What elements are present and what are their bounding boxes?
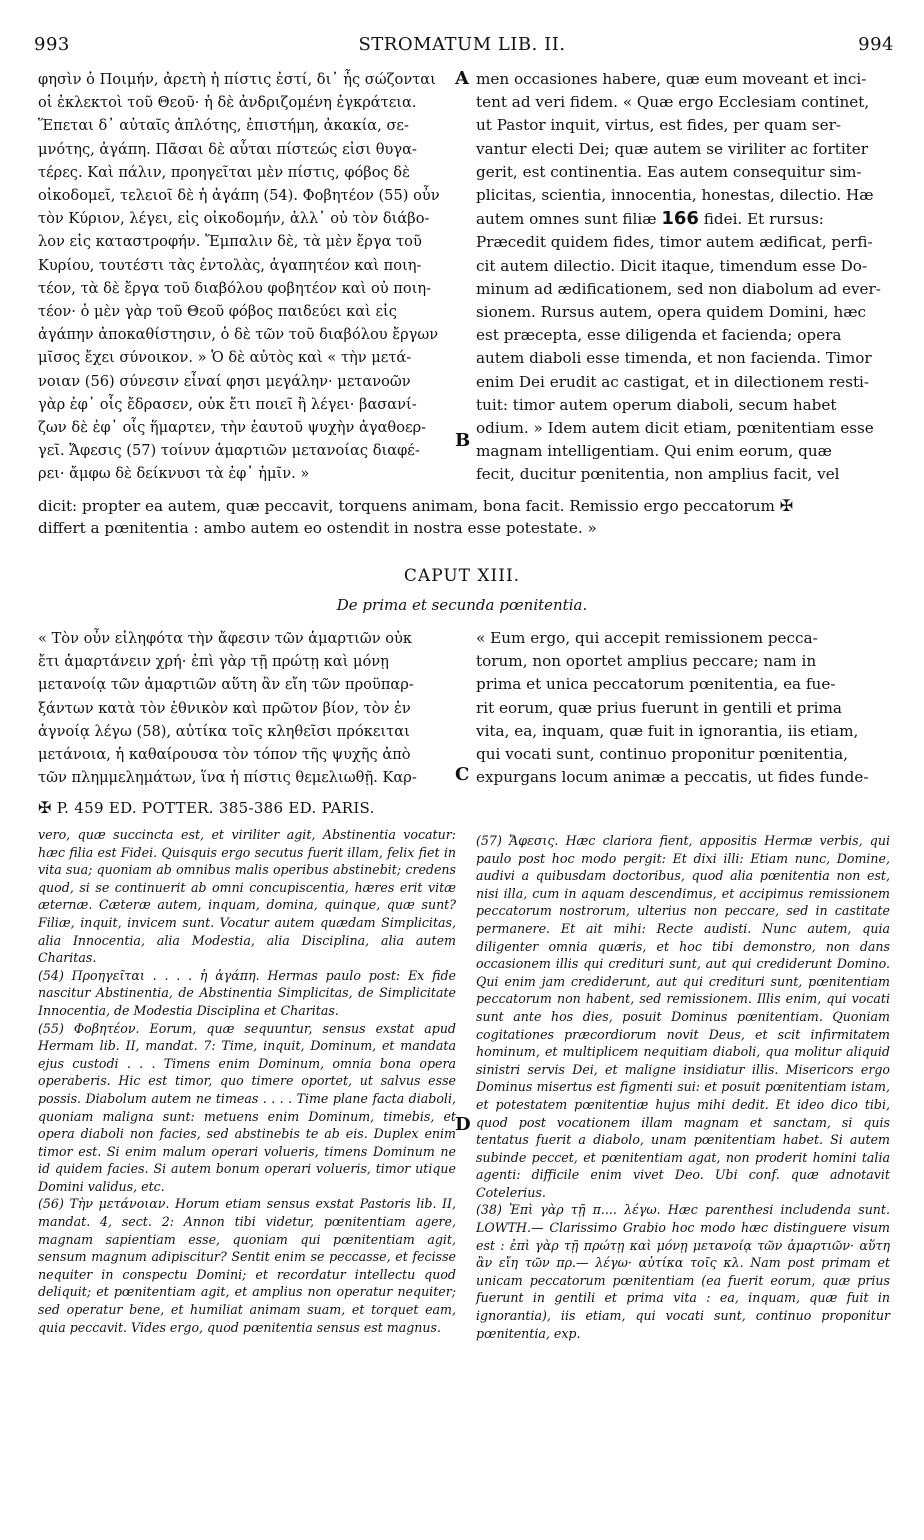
latin-line: torum, non oportet amplius peccare; nam in — [476, 652, 817, 671]
cross-icon: ✠ — [38, 798, 52, 817]
cross-icon: ✠ — [779, 496, 794, 515]
footnote: (54) Προηγεῖται . . . . ἡ ἀγάπη. Hermas paulo post: Ex fide nascitur Abstinentia, de Abstinentia Simplicitas, de Simplicitate Innocentia, de Modestia Disciplina et Charitas. — [38, 967, 456, 1018]
greek-line: τέρες. Καὶ πάλιν, προηγεῖται μὲν πίστις, φόβος δὲ — [38, 163, 410, 181]
latin-line: est præcepta, esse diligenda et facienda; opera — [476, 326, 842, 345]
latin-line-166-text: autem omnes sunt filiæ — [476, 210, 662, 229]
latin-line: Præcedit quidem fides, timor autem ædificat, perfi- — [476, 233, 873, 252]
latin-line: odium. » Idem autem dicit etiam, pœnitentiam esse — [476, 419, 874, 438]
page-number-left: 993 — [34, 34, 70, 55]
latin-full-line-2: differt a pœnitentia : ambo autem eo ostendit in nostra esse potestate. » — [38, 519, 597, 537]
greek-line: μνότης, ἀγάπη. Πᾶσαι δὲ αὗται πίστεώς εἰσι θυγα- — [38, 140, 417, 158]
greek-line: νοιαν (56) σύνεσιν εἶναί φησι μεγάλην· μετανοῶν — [38, 372, 411, 390]
footnote: (55) Φοβητέον. Eorum, quæ sequuntur, sensus exstat apud Hermam lib. II, mandat. 7: Time, inquit, Dominum, et mandata ejus custodi . . . Timens enim Dominum, omnia bona opera operaberis. Hic est timor, quo timere oportet, ut salvus esse possis. Diabolum autem ne timeas . . . . Time plane facta diaboli, quoniam maligna sunt: metuens enim Dominum, timebis, et opera diaboli non facies, sed abstinebis te ab eis. Duplex enim timor est. Si enim malum operari volueris, timens Dominum ne id quidem facies. Si autem bonum operari volueris, timor utique Domini validus, etc. — [38, 1020, 456, 1194]
latin-line: qui vocati sunt, continuo proponitur pœnitentia, — [476, 745, 848, 764]
greek-line: ξάντων κατὰ τὸν ἐθνικὸν καὶ πρῶτον βίον, τὸν ἐν — [38, 699, 411, 717]
inline-page-number: 166 — [661, 208, 699, 230]
footnote: vero, quæ succincta est, et viriliter agit, Abstinentia vocatur: hæc filia est Fidei. Quisquis ergo secutus fuerit illam, felix fiet in vita sua; quoniam ab omnibus malis operibus abstinebit; credens quod, si se continuerit ab omni concupiscentia, hæres erit vitæ æternæ. Cæteræ autem, inquam, domina, quinque, quæ sunt? Filiæ, inquit, invicem sunt. Vocatur autem quædam Simplicitas, alia Innocentia, alia Modestia, alia Disciplina, alia autem Charitas. — [38, 827, 456, 966]
latin-line: autem diaboli esse timenda, et non facienda. Timor — [476, 349, 872, 368]
latin-line: men occasiones habere, quæ eum moveant et inci- — [476, 70, 867, 88]
latin-full-text: dicit: propter ea autem, quæ peccavit, torquens animam, bona facit. Remissio ergo peccatorum — [38, 497, 775, 515]
greek-line: φησὶν ὁ Ποιμήν, ἀρετὴ ἡ πίστις ἐστί, δι᾽ ἧς σώζονται — [38, 71, 436, 88]
latin-line: rit eorum, quæ prius fuerunt in gentili et prima — [476, 698, 842, 717]
footnote: (56) Τὴν μετάνοιαν. Horum etiam sensus exstat Pastoris lib. II, mandat. 4, sect. 2: Annon tibi videtur, pœnitentiam agere, magnam sapientiam esse, quoniam qui pœnitentiam agit, sensum magnum adipiscitur? Sentit enim se peccasse, et fecisse nequiter in conspectu Domini; et recordatur intellectu quod deliquit; et pœnitentiam agit, et amplius non operatur nequiter; sed operatur bene, et humiliat animam suam, et torquet eam, quia peccavit. Vides ergo, quod pœnitentia sensus est magnus. — [38, 1196, 456, 1335]
greek-text-top — [38, 68, 458, 486]
greek-line: τῶν πλημμελημάτων, ἵνα ἡ πίστις θεμελιωθῇ. Καρ- — [38, 769, 417, 787]
greek-line: γὰρ ἐφ᾽ οἷς ἔδρασεν, οὐκ ἔτι ποιεῖ ἢ λέγει· βασανί- — [38, 395, 417, 413]
latin-line: sionem. Rursus autem, opera quidem Domini, hæc — [476, 303, 867, 322]
greek-line: οἰκοδομεῖ, τελειοῖ δὲ ἡ ἀγάπη (54). Φοβητέον (55) οὖν — [38, 187, 440, 205]
greek-line: « Τὸν οὖν εἰληφότα τὴν ἄφεσιν τῶν ἁμαρτιῶν οὐκ — [38, 630, 413, 647]
latin-line: ut Pastor inquit, virtus, est fides, per quam ser- — [476, 116, 841, 135]
footnote: (38) Ἐπὶ γὰρ τῇ π.... λέγω. Hæc parenthesi includenda sunt. LOWTH.— Clarissimo Grabio hoc modo hæc distinguere visum est : ἐπὶ γὰρ τῇ πρώτῃ καὶ μόνῃ μετανοίᾳ τῶν ἁμαρτιῶν· αὕτη ἂν εἴη τῶν πρ.— λέγω· αὐτίκα τοῖς κλ. Nam post primam et unicam peccatorum pœnitentiam (ea fuerit eorum, quæ prius fuerunt in gentili et prima vita : ea, inquam, quæ fuit in ignorantia), iis etiam, qui vocati sunt, continuo proponitur pœnitentia, exp. — [476, 1202, 890, 1341]
greek-line: ἀγάπην ἀποκαθίστησιν, ὁ δὲ τῶν τοῦ διαβόλου ἔργων — [38, 326, 439, 344]
latin-line: prima et unica peccatorum pœnitentia, ea fue- — [476, 675, 836, 694]
greek-line: οἱ ἐκλεκτοὶ τοῦ Θεοῦ· ἡ δὲ ἀνδριζομένη ἐγκράτεια. — [38, 94, 417, 112]
edition-text: P. 459 ED. POTTER. 385-386 ED. PARIS. — [56, 799, 375, 817]
greek-line: τέον, τὰ δὲ ἔργα τοῦ διαβόλου φοβητέον καὶ οὐ ποιη- — [38, 279, 432, 297]
latin-line: expurgans locum animæ a peccatis, ut fides funde- — [476, 768, 869, 787]
greek-line: γεῖ. Ἄφεσις (57) τοίνυν ἁμαρτιῶν μετανοίας διαφέ- — [38, 442, 420, 460]
latin-full-line-1 — [38, 494, 890, 518]
greek-line: Κυρίου, τουτέστι τὰς ἐντολὰς, ἀγαπητέον καὶ ποιη- — [38, 256, 422, 274]
latin-line: vita, ea, inquam, quæ fuit in ignorantia, iis etiam, — [476, 721, 859, 740]
latin-text-top — [476, 68, 890, 487]
latin-line: « Eum ergo, qui accepit remissionem pecca- — [476, 629, 818, 647]
margin-letter-a: A — [455, 68, 469, 89]
greek-line: τέον· ὁ μὲν γὰρ τοῦ Θεοῦ φόβος παιδεύει καὶ εἰς — [38, 303, 397, 321]
latin-line-166 — [476, 207, 890, 231]
footnotes-right — [476, 832, 890, 1342]
latin-line: gerit, est continentia. Eas autem consequitur sim- — [476, 162, 862, 181]
latin-line: vantur electi Dei; quæ autem se viriliter ac fortiter — [476, 139, 869, 158]
latin-text-mid — [476, 627, 890, 789]
greek-line: τὸν Κύριον, λέγει, εἰς οἰκοδομήν, ἀλλ᾽ οὐ τὸν διάβο- — [38, 210, 430, 228]
greek-line: ἔτι ἁμαρτάνειν χρή· ἐπὶ γὰρ τῇ πρώτῃ καὶ μόνῃ — [38, 653, 389, 671]
margin-letter-b: B — [455, 430, 471, 451]
running-title: STROMATUM LIB. II. — [358, 34, 566, 55]
greek-line: ζων δὲ ἐφ᾽ οἷς ἥμαρτεν, τὴν ἑαυτοῦ ψυχὴν ἀγαθοερ- — [38, 419, 427, 437]
footnotes-left — [38, 826, 456, 1336]
greek-line: ρει· ἄμφω δὲ δείκνυσι τὰ ἐφ᾽ ἡμῖν. » — [38, 465, 310, 483]
latin-line-166-tail: fidei. Et rursus: — [698, 210, 824, 229]
greek-line: λον εἰς καταστροφήν. Ἔμπαλιν δὲ, τὰ μὲν ἔργα τοῦ — [38, 233, 422, 251]
latin-line: fecit, ducitur pœnitentia, non amplius facit, vel — [476, 465, 840, 484]
latin-line: tent ad veri fidem. « Quæ ergo Ecclesiam continet, — [476, 93, 870, 112]
chapter-heading: CAPUT XIII. — [403, 566, 521, 586]
latin-line: minum ad ædificationem, sed non diabolum ad ever- — [476, 279, 881, 298]
greek-line: μετάνοια, ἡ καθαίρουσα τὸν τόπον τῆς ψυχῆς ἀπὸ — [38, 746, 411, 764]
page-number-right: 994 — [858, 34, 894, 55]
chapter-subtitle: De prima et secunda pœnitentia. — [336, 596, 588, 614]
latin-line: magnam intelligentiam. Qui enim eorum, quæ — [476, 442, 832, 461]
latin-line: tuit: timor autem operum diaboli, secum habet — [476, 395, 837, 414]
greek-line: Ἕπεται δ᾽ αὐταῖς ἁπλότης, ἐπιστήμη, ἀκακία, σε- — [38, 117, 409, 135]
footnote: (57) Ἄφεσις. Hæc clariora fient, appositis Hermæ verbis, qui paulo post hoc modo pergit: Et dixi illi: Etiam nunc, Domine, audivi a quibusdam doctoribus, quod alia pœnitentia non est, nisi illa, cum in aquam descendimus, et accipimus remissionem peccatorum nostrorum, ulterius non peccare, sed in castitate permanere. Et ait mihi: Recte audisti. Nunc autem, quia diligenter omnia quæris, et hoc tibi demonstro, non dans occasionem illis qui credituri sunt, aut qui crediderunt Domino. Qui enim jam crediderunt, aut qui credituri sunt, pœnitentiam peccatorum non habent, sed remissionem. Illis enim, qui vocati sunt ante hos dies, posuit Dominus pœnitentiam. Quoniam cogitationes præcordiorum novit Deus, et scit infirmitatem hominum, et multiplicem nequitiam diaboli, qua molitur aliquid sinistri servis Dei, et maligne insidiatur illis. Misericors ergo Dominus misertus est figmenti sui: et posuit pœnitentiam istam, et potestatem pœnitentiæ hujus mihi dedit. Et ideo dico tibi, quod post vocationem illam magnam et sanctam, si quis tentatus fuerit a diabolo, unam pœnitentiam habet. Si autem subinde peccet, et pœnitentiam agat, non proderit homini talia agenti: difficile enim vivet Deo. Ubi conf. quæ adnotavit Cotelerius. — [476, 833, 890, 1200]
latin-line: plicitas, scientia, innocentia, honestas, dilectio. Hæ — [476, 186, 874, 205]
margin-letter-d: D — [455, 1114, 471, 1135]
edition-line — [38, 798, 375, 817]
greek-text-mid — [38, 627, 458, 789]
latin-line: cit autem dilectio. Dicit itaque, timendum esse Do- — [476, 256, 868, 275]
margin-letter-c: C — [455, 764, 470, 785]
latin-line: enim Dei erudit ac castigat, et in dilectionem resti- — [476, 372, 870, 391]
greek-line: μετανοίᾳ τῶν ἁμαρτιῶν αὕτη ἂν εἴη τῶν προϋπαρ- — [38, 676, 414, 694]
greek-line: ἀγνοίᾳ λέγω (58), αὐτίκα τοῖς κληθεῖσι πρόκειται — [38, 722, 410, 740]
greek-line: μῖσος ἔχει σύνοικον. » Ὁ δὲ αὐτὸς καὶ « τὴν μετά- — [38, 349, 412, 367]
